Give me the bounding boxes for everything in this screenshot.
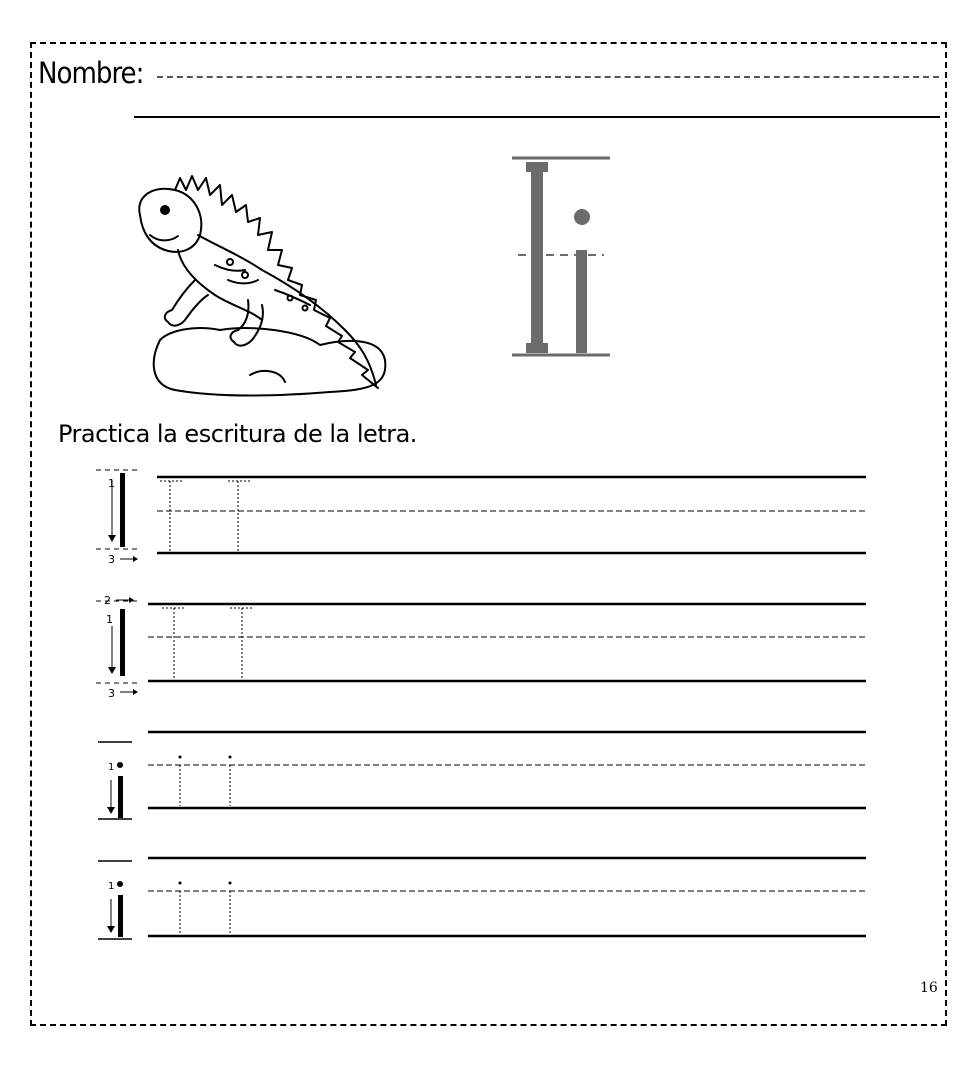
- page-number: 16: [920, 980, 938, 996]
- stroke-number: 1: [108, 762, 115, 773]
- uppercase-i-top-serif: [526, 162, 548, 172]
- stroke-number: 3: [108, 553, 115, 566]
- practice-row-1[interactable]: [96, 470, 866, 566]
- lowercase-i-stem: [576, 250, 587, 353]
- practice-row-3[interactable]: [98, 732, 866, 819]
- trace-letter-i: [160, 481, 250, 551]
- trace-letter-lowercase-i: [179, 756, 232, 807]
- name-label: Nombre:: [38, 56, 144, 90]
- uppercase-i-bottom-serif: [526, 343, 548, 353]
- stroke-number: 3: [108, 687, 115, 700]
- instruction-text: Practica la escritura de la letra.: [58, 420, 417, 448]
- stroke-number: 1: [108, 477, 115, 490]
- iguana-icon: [139, 176, 385, 396]
- stroke-number: 1: [108, 881, 115, 892]
- practice-row-4[interactable]: [98, 858, 866, 939]
- display-letters: [512, 158, 610, 355]
- trace-letter-i: [162, 608, 254, 679]
- uppercase-i-stem: [531, 162, 543, 352]
- practice-row-2[interactable]: [96, 594, 866, 700]
- stroke-number: 1: [106, 613, 113, 626]
- stroke-number: 2: [104, 594, 111, 607]
- lowercase-i-dot: [574, 209, 590, 225]
- trace-letter-lowercase-i: [179, 882, 232, 935]
